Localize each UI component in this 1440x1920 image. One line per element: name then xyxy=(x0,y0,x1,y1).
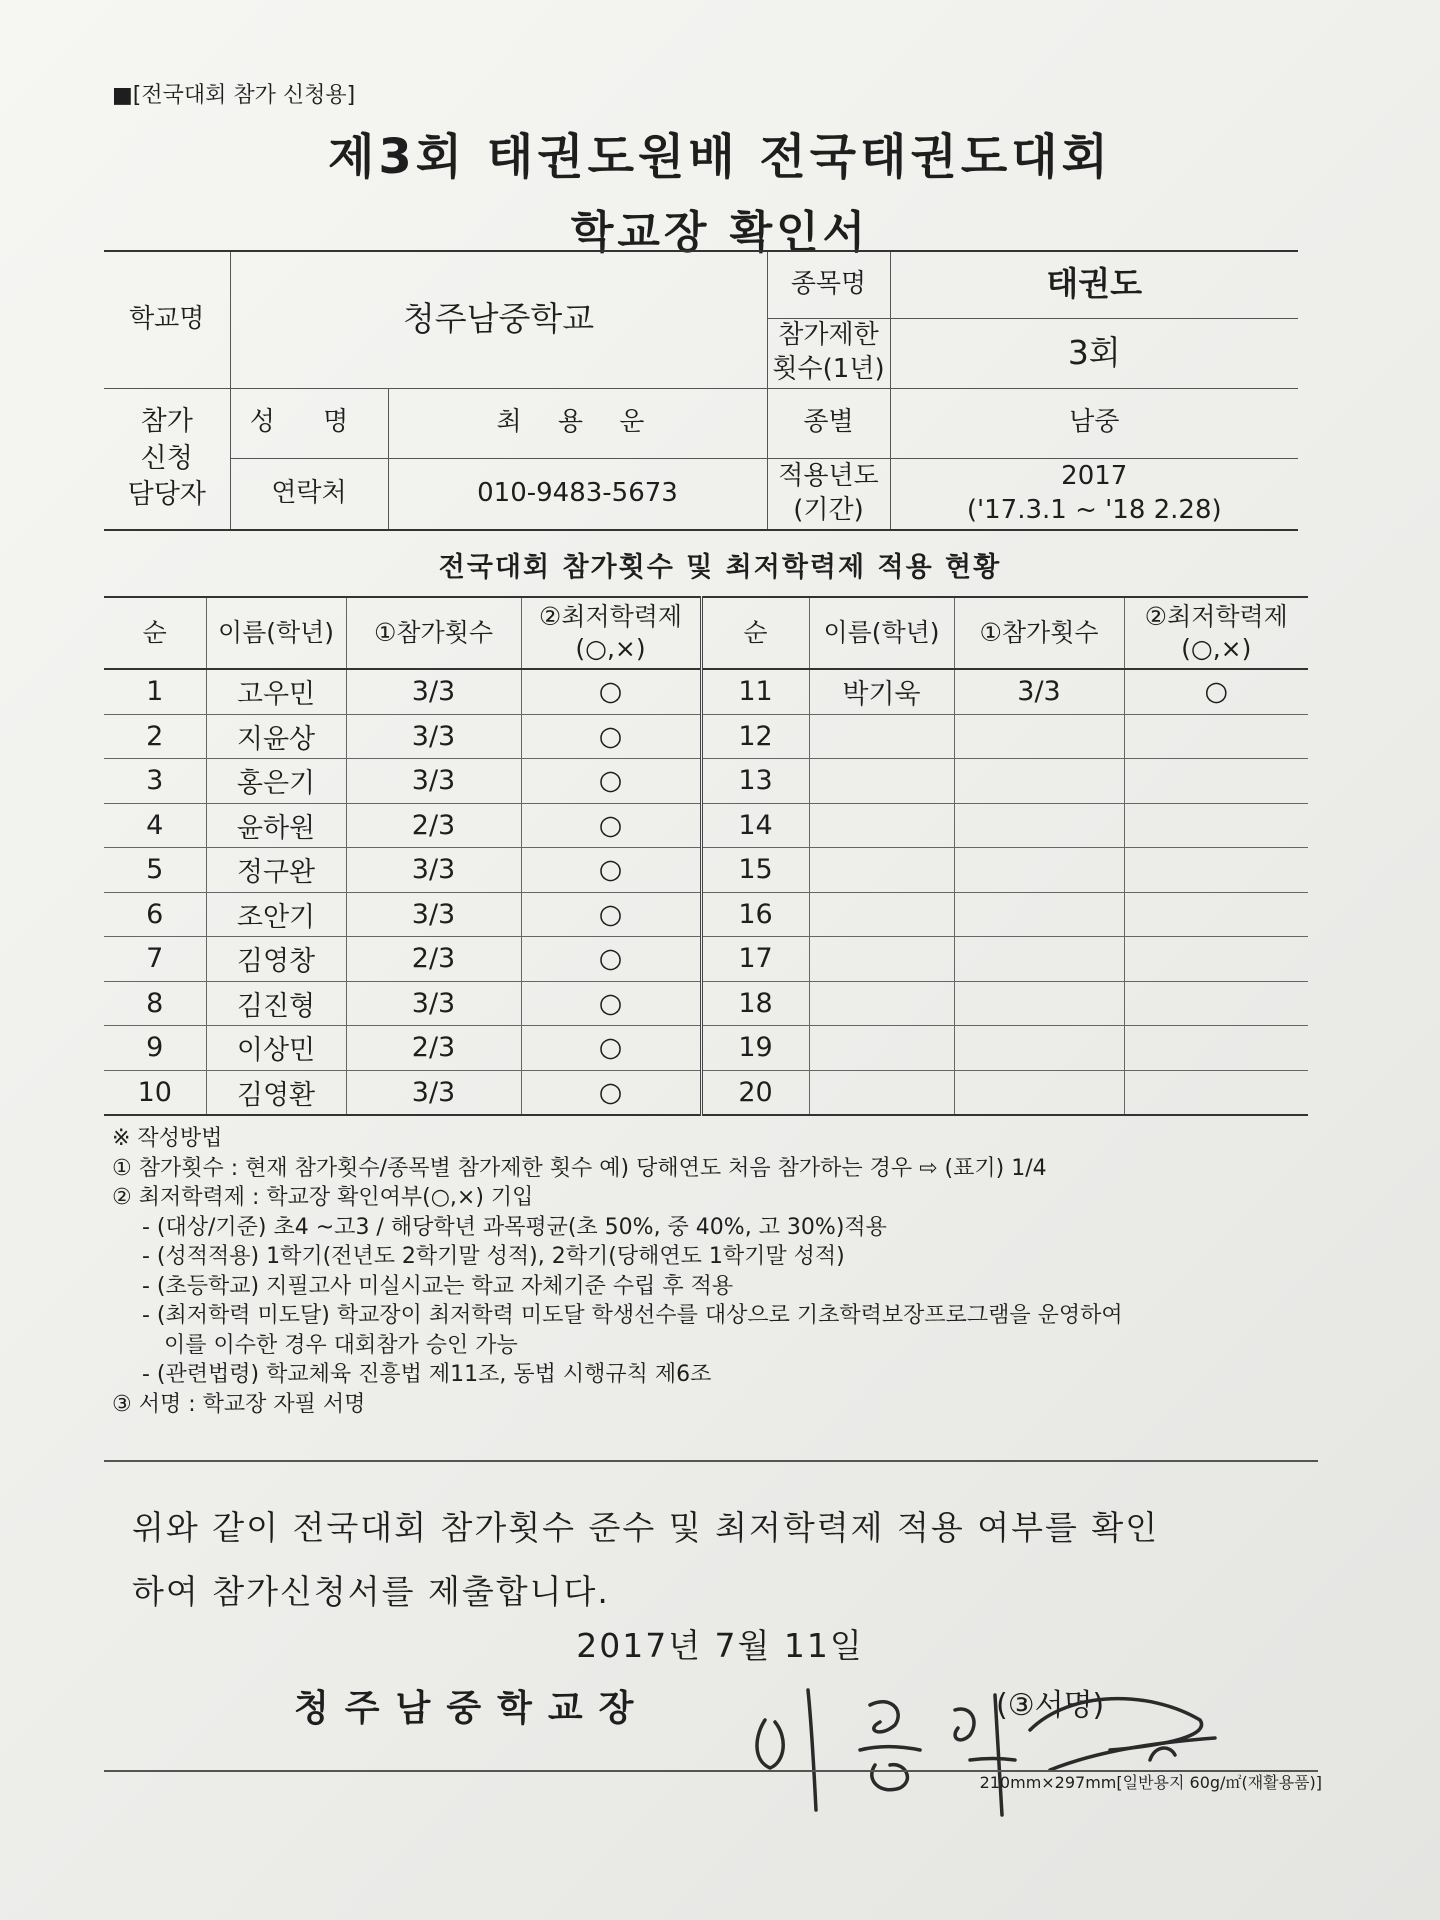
row-mark xyxy=(1124,714,1308,759)
row-count xyxy=(954,937,1124,982)
row-count: 2/3 xyxy=(346,803,521,848)
row-no: 8 xyxy=(104,981,206,1026)
row-no: 14 xyxy=(701,803,809,848)
row-count: 3/3 xyxy=(346,848,521,893)
row-name: 김진형 xyxy=(206,981,346,1026)
row-mark: ○ xyxy=(521,714,701,759)
info-table xyxy=(104,250,1298,531)
instruction-subitem: - (성적적용) 1학기(전년도 2학기말 성적), 2학기(당해연도 1학기말 성적) xyxy=(142,1244,845,1269)
row-mark xyxy=(1124,759,1308,804)
row-count xyxy=(954,1026,1124,1071)
row-name: 윤하원 xyxy=(206,803,346,848)
row-no: 19 xyxy=(701,1026,809,1071)
principal-title: 청주남중학교장 xyxy=(294,1688,650,1729)
row-count: 3/3 xyxy=(346,669,521,714)
row-no: 17 xyxy=(701,937,809,982)
row-count: 3/3 xyxy=(346,892,521,937)
instructions-heading: ※ 작성방법 xyxy=(112,1126,223,1151)
limit-label-line2: 횟수(1년) xyxy=(772,354,885,384)
instruction-subitem: - (초등학교) 지필고사 미실시교는 학교 자체기준 수립 후 적용 xyxy=(142,1273,734,1299)
row-mark xyxy=(1124,892,1308,937)
event-label: 종목명 xyxy=(767,251,890,318)
instruction-subitem: - (대상/기준) 초4 ~고3 / 해당학년 과목평균(초 50%, 중 40%, 고 30%)적용 xyxy=(142,1214,887,1240)
contact-value: 010-9483-5673 xyxy=(388,458,767,530)
row-no: 3 xyxy=(104,759,206,804)
row-mark: ○ xyxy=(1124,669,1308,714)
row-name: 김영창 xyxy=(206,937,346,982)
header-no-right: 순 xyxy=(701,597,809,669)
year-number: 2017 xyxy=(1061,460,1128,491)
paper-spec-footnote: 210mm×297mm[일반용지 60g/㎡(재활용품)] xyxy=(979,1773,1322,1792)
row-name: 박기욱 xyxy=(809,669,954,714)
manager-label-line1: 참가 xyxy=(140,406,193,438)
row-no: 5 xyxy=(104,848,206,893)
document-title: 제3회 태권도원배 전국태권도대회 xyxy=(328,129,1112,185)
row-count: 3/3 xyxy=(346,759,521,804)
row-no: 11 xyxy=(701,669,809,714)
year-label-line2: (기간) xyxy=(793,494,864,525)
row-no: 9 xyxy=(104,1026,206,1071)
limit-value: 3회 xyxy=(890,318,1298,388)
name-value: 최 용 운 xyxy=(388,388,767,458)
event-value: 태권도 xyxy=(890,251,1298,318)
instruction-subitem-continued: 이를 이수한 경우 대회참가 승인 가능 xyxy=(164,1332,518,1358)
participation-table xyxy=(104,596,1308,1116)
row-count xyxy=(954,803,1124,848)
row-no: 4 xyxy=(104,803,206,848)
row-count xyxy=(954,848,1124,893)
row-mark: ○ xyxy=(521,892,701,937)
row-mark xyxy=(1124,937,1308,982)
table-row xyxy=(104,848,1308,893)
instruction-item: ① 참가횟수 : 현재 참가횟수/종목별 참가제한 횟수 예) 당해연도 처음 참가하는 경우 ⇨ (표기) 1/4 xyxy=(112,1155,1047,1181)
row-no: 10 xyxy=(104,1070,206,1115)
row-count xyxy=(954,892,1124,937)
year-label xyxy=(767,458,890,530)
row-no: 13 xyxy=(701,759,809,804)
row-mark: ○ xyxy=(521,848,701,893)
header-minimum-right-line2: (○,×) xyxy=(1181,634,1252,663)
row-no: 12 xyxy=(701,714,809,759)
row-name xyxy=(809,803,954,848)
row-no: 15 xyxy=(701,848,809,893)
row-name xyxy=(809,892,954,937)
header-minimum xyxy=(521,597,701,669)
row-mark xyxy=(1124,803,1308,848)
row-name: 조안기 xyxy=(206,892,346,937)
row-mark: ○ xyxy=(521,981,701,1026)
header-count: ①참가횟수 xyxy=(346,597,521,669)
statement-line2: 하여 참가신청서를 제출합니다. xyxy=(132,1572,610,1611)
row-no: 6 xyxy=(104,892,206,937)
confirmation-statement xyxy=(132,1496,1312,1624)
row-name: 정구완 xyxy=(206,848,346,893)
handwritten-signature xyxy=(730,1650,1230,1830)
division-value: 남중 xyxy=(890,388,1298,458)
row-name: 김영환 xyxy=(206,1070,346,1115)
header-no: 순 xyxy=(104,597,206,669)
header-count-right: ①참가횟수 xyxy=(954,597,1124,669)
instruction-item: ② 최저학력제 : 학교장 확인여부(○,×) 기입 xyxy=(112,1185,534,1210)
year-label-line1: 적용년도 xyxy=(778,460,879,491)
year-value xyxy=(890,458,1298,530)
section-title: 전국대회 참가횟수 및 최저학력제 적용 현황 xyxy=(438,552,1002,583)
table-row xyxy=(104,1026,1308,1071)
table-row xyxy=(104,981,1308,1026)
row-mark xyxy=(1124,981,1308,1026)
divider-rule xyxy=(104,1460,1318,1462)
manager-label-line3: 담당자 xyxy=(127,478,206,510)
row-name: 지윤상 xyxy=(206,714,346,759)
row-count: 3/3 xyxy=(346,714,521,759)
table-row xyxy=(104,892,1308,937)
row-mark xyxy=(1124,1026,1308,1071)
row-count xyxy=(954,714,1124,759)
row-mark: ○ xyxy=(521,803,701,848)
row-mark: ○ xyxy=(521,1070,701,1115)
row-mark: ○ xyxy=(521,759,701,804)
row-name xyxy=(809,759,954,804)
row-name: 이상민 xyxy=(206,1026,346,1071)
row-name xyxy=(809,848,954,893)
row-no: 2 xyxy=(104,714,206,759)
row-count: 2/3 xyxy=(346,937,521,982)
year-period: ('17.3.1 ~ '18 2.28) xyxy=(966,494,1222,525)
division-label: 종별 xyxy=(767,388,890,458)
row-no: 18 xyxy=(701,981,809,1026)
row-name xyxy=(809,1070,954,1115)
row-count xyxy=(954,1070,1124,1115)
row-count: 3/3 xyxy=(954,669,1124,714)
table-row xyxy=(104,1070,1308,1115)
school-label: 학교명 xyxy=(104,251,230,388)
row-mark xyxy=(1124,1070,1308,1115)
row-no: 20 xyxy=(701,1070,809,1115)
row-name xyxy=(809,1026,954,1071)
row-no: 7 xyxy=(104,937,206,982)
document-subtitle: 학교장 확인서 xyxy=(570,207,870,258)
row-mark: ○ xyxy=(521,1026,701,1071)
row-mark: ○ xyxy=(521,937,701,982)
instruction-subitem: - (최저학력 미도달) 학교장이 최저학력 미도달 학생선수를 대상으로 기초학력보장프로그램을 운영하여 xyxy=(142,1303,1123,1328)
row-name xyxy=(809,714,954,759)
header-minimum-right xyxy=(1124,597,1308,669)
table-row xyxy=(104,714,1308,759)
table-row xyxy=(104,937,1308,982)
row-name xyxy=(809,981,954,1026)
header-name-right: 이름(학년) xyxy=(809,597,954,669)
row-no: 1 xyxy=(104,669,206,714)
row-no: 16 xyxy=(701,892,809,937)
form-tag: ■[전국대회 참가 신청용] xyxy=(112,83,356,108)
statement-line1: 위와 같이 전국대회 참가횟수 준수 및 최저학력제 적용 여부를 확인 xyxy=(132,1508,1160,1547)
instruction-subitem: - (관련법령) 학교체육 진흥법 제11조, 동법 시행규칙 제6조 xyxy=(142,1362,712,1387)
instructions xyxy=(112,1124,1322,1419)
row-mark: ○ xyxy=(521,669,701,714)
issue-date: 2017년 7월 11일 xyxy=(576,1626,864,1665)
row-name xyxy=(809,937,954,982)
row-count xyxy=(954,981,1124,1026)
row-count: 2/3 xyxy=(346,1026,521,1071)
row-mark xyxy=(1124,848,1308,893)
row-name: 홍은기 xyxy=(206,759,346,804)
row-count xyxy=(954,759,1124,804)
name-label: 성 명 xyxy=(230,388,388,458)
manager-label-line2: 신청 xyxy=(140,442,193,474)
instruction-item: ③ 서명 : 학교장 자필 서명 xyxy=(112,1391,366,1417)
row-count: 3/3 xyxy=(346,981,521,1026)
school-value: 청주남중학교 xyxy=(230,251,767,388)
limit-label xyxy=(767,318,890,388)
row-count: 3/3 xyxy=(346,1070,521,1115)
limit-label-line1: 참가제한 xyxy=(778,320,879,351)
table-row xyxy=(104,803,1308,848)
row-name: 고우민 xyxy=(206,669,346,714)
contact-label: 연락처 xyxy=(230,458,388,530)
table-row xyxy=(104,669,1308,714)
header-minimum-line2: (○,×) xyxy=(575,634,646,663)
header-minimum-right-line1: ②최저학력제 xyxy=(1144,601,1288,631)
signature-label: (③서명) xyxy=(996,1688,1105,1723)
table-row xyxy=(104,759,1308,804)
header-minimum-line1: ②최저학력제 xyxy=(538,601,683,631)
header-name: 이름(학년) xyxy=(206,597,346,669)
manager-label xyxy=(104,388,230,530)
